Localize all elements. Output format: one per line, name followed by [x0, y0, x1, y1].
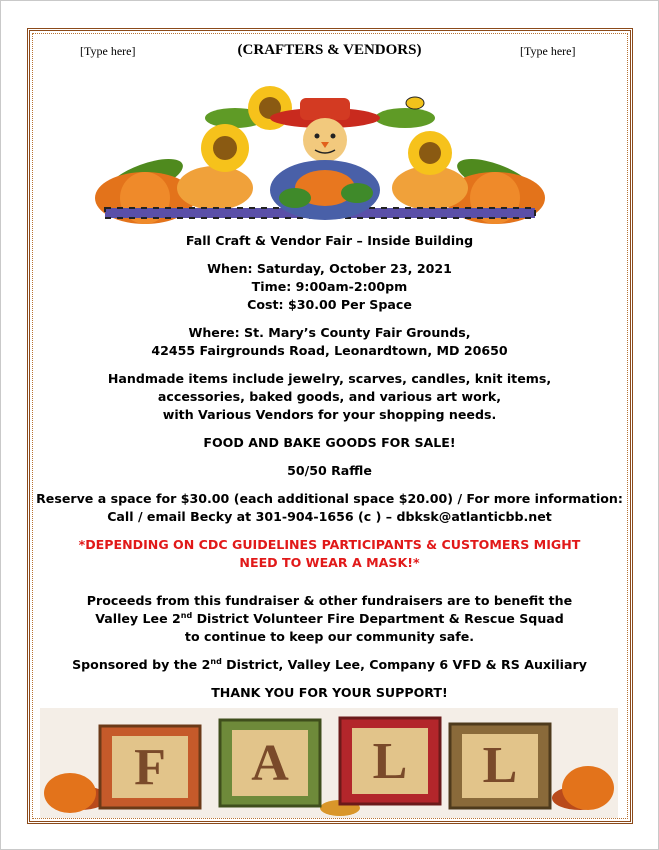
proceeds-line-3: to continue to keep our community safe.: [184, 629, 475, 644]
thank-you-text: THANK YOU FOR YOUR SUPPORT!: [211, 685, 448, 700]
proceeds-line-2: Valley Lee 2nd District Volunteer Fire Department & Rescue Squad: [95, 610, 564, 626]
fall-blocks-illustration: [40, 708, 618, 818]
items-line-1: Handmade items include jewelry, scarves, candles, knit items,: [107, 371, 552, 386]
event-address: 42455 Fairgrounds Road, Leonardtown, MD 20650: [151, 343, 508, 358]
event-title: Fall Craft & Vendor Fair – Inside Building: [185, 233, 474, 248]
reserve-info-line-1: Reserve a space for $30.00 (each additional space $20.00) / For more information:: [36, 491, 623, 506]
header-title: (CRAFTERS & VENDORS): [237, 42, 422, 58]
letter-l-2: L: [482, 737, 518, 794]
scarecrow-sunflower-illustration: [85, 78, 555, 228]
header-left-placeholder[interactable]: [Type here]: [80, 44, 136, 58]
food-sale-text: FOOD AND BAKE GOODS FOR SALE!: [203, 435, 456, 450]
proceeds-line-1: Proceeds from this fundraiser & other fundraisers are to benefit the: [86, 593, 573, 608]
event-cost: Cost: $30.00 Per Space: [247, 297, 412, 312]
event-time: Time: 9:00am-2:00pm: [251, 279, 408, 294]
flyer-content: [0, 232, 659, 702]
letter-f: F: [134, 739, 166, 796]
items-line-3: with Various Vendors for your shopping needs.: [162, 407, 497, 422]
mask-warning-line-1: *DEPENDING ON CDC GUIDELINES PARTICIPANTS & CUSTOMERS MIGHT: [78, 537, 581, 552]
reserve-info-line-2: Call / email Becky at 301-904-1656 (c ) – dbksk@atlanticbb.net: [107, 509, 552, 524]
raffle-text: 50/50 Raffle: [287, 463, 372, 478]
sponsor-text: Sponsored by the 2nd District, Valley Lee, Company 6 VFD & RS Auxiliary: [72, 656, 587, 672]
header-right-placeholder[interactable]: [Type here]: [520, 44, 576, 58]
event-date: When: Saturday, October 23, 2021: [207, 261, 452, 276]
letter-l: L: [372, 733, 408, 790]
letter-a: A: [251, 735, 289, 792]
event-location: Where: St. Mary’s County Fair Grounds,: [188, 325, 471, 340]
items-line-2: accessories, baked goods, and various art work,: [157, 389, 502, 404]
mask-warning-line-2: NEED TO WEAR A MASK!*: [239, 555, 420, 570]
